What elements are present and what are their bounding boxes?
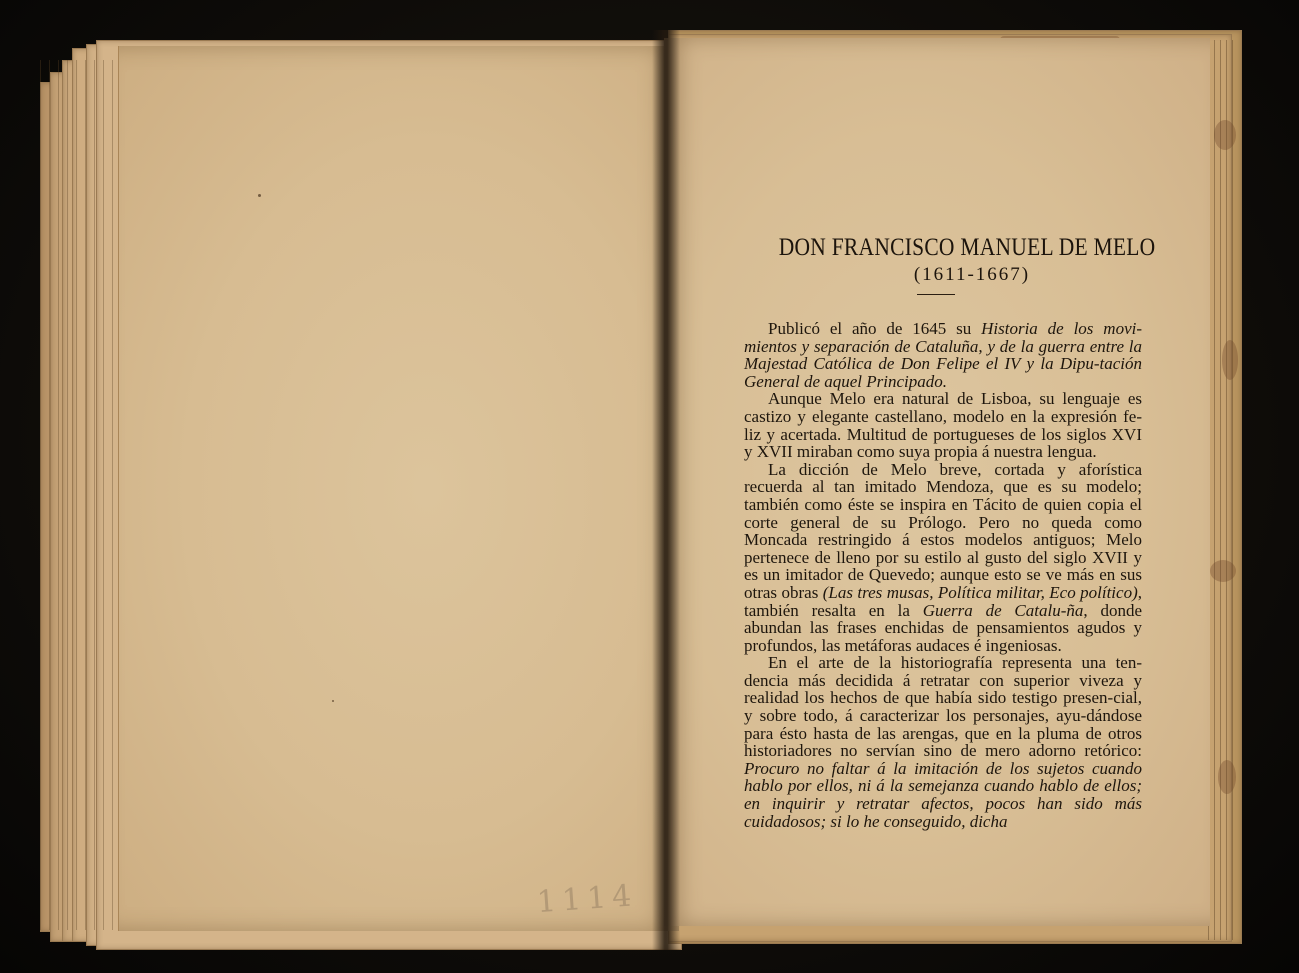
body-paragraph bbox=[744, 654, 1142, 830]
pencil-note: 1114 bbox=[535, 878, 639, 921]
body-paragraph bbox=[744, 320, 1142, 390]
left-page bbox=[118, 46, 679, 931]
foxing-stain bbox=[1214, 120, 1236, 150]
foxing-stain bbox=[1218, 760, 1236, 794]
right-page bbox=[664, 38, 1210, 926]
chapter-title bbox=[702, 233, 1172, 263]
italic-text-segment: Guerra de Catalu-ña bbox=[922, 600, 1084, 620]
italic-text-segment: (Las tres musas, Política militar, Eco político) bbox=[822, 582, 1138, 602]
text-segment: La dicción de Melo breve, cortada y aforística recuerda al tan imitado Mendoza, que es su modelo; también como éste se inspira en Tácito de quien copia el corte general de su Prólogo. Pero no queda como Moncada restringido á estos modelos antiguos; Melo pertenece de lleno por su estilo al gusto del siglo XVII y es un imitador de Quevedo; aunque esto se ve más en sus otras obras bbox=[744, 459, 1142, 602]
foxing-stain bbox=[1222, 340, 1238, 380]
chapter-dates bbox=[664, 262, 1210, 288]
chapter-title-text: DON FRANCISCO MANUEL DE MELO bbox=[778, 234, 1156, 261]
book-gutter bbox=[652, 30, 680, 950]
chapter-dates-text: (1611-1667) bbox=[913, 264, 1031, 285]
heading-divider bbox=[917, 294, 955, 295]
body-text bbox=[744, 320, 1142, 830]
italic-text-segment: Procuro no faltar á la imitación de los sujetos cuando hablo por ellos, ni á la semejanza cuando hablo de ellos; en inquirir y retratar afectos, pocos han sido más cuidadosos; si lo he conseguido, dicha bbox=[744, 758, 1142, 831]
text-segment: Aunque Melo era natural de Lisboa, su lenguaje es castizo y elegante castellano, modelo en la expresión fe-liz y acertada. Multitud de portugueses de los siglos XVI y XVII miraban como suya propia á nuestra lengua. bbox=[744, 389, 1142, 462]
text-segment: Publicó el año de 1645 su bbox=[768, 319, 982, 338]
ink-speck bbox=[258, 194, 261, 197]
ink-speck bbox=[332, 700, 334, 702]
italic-text-segment: Historia de los movi-mientos y separación de Cataluña, y de la guerra entre la Majestad Católica de Don Felipe el IV y la Dipu-tación General de aquel Principado. bbox=[744, 319, 1142, 391]
text-segment: , también resalta en la bbox=[744, 582, 1142, 620]
foxing-stain bbox=[1210, 560, 1236, 582]
body-paragraph bbox=[744, 461, 1142, 655]
text-segment: En el arte de la historiografía representa una ten-dencia más decidida á retratar con superior viveza y realidad los hechos de que había sido testigo presen-cial, y sobre todo, á caracterizar los personajes, ayu-dándose para ésto hasta de las arengas, que en la pluma de otros historiadores no servían sino de mero adorno retórico: bbox=[744, 653, 1142, 761]
body-paragraph bbox=[744, 390, 1142, 460]
text-segment: , donde abundan las frases enchidas de pensamientos agudos y profundos, las metáforas audaces é ingeniosas. bbox=[744, 600, 1143, 655]
